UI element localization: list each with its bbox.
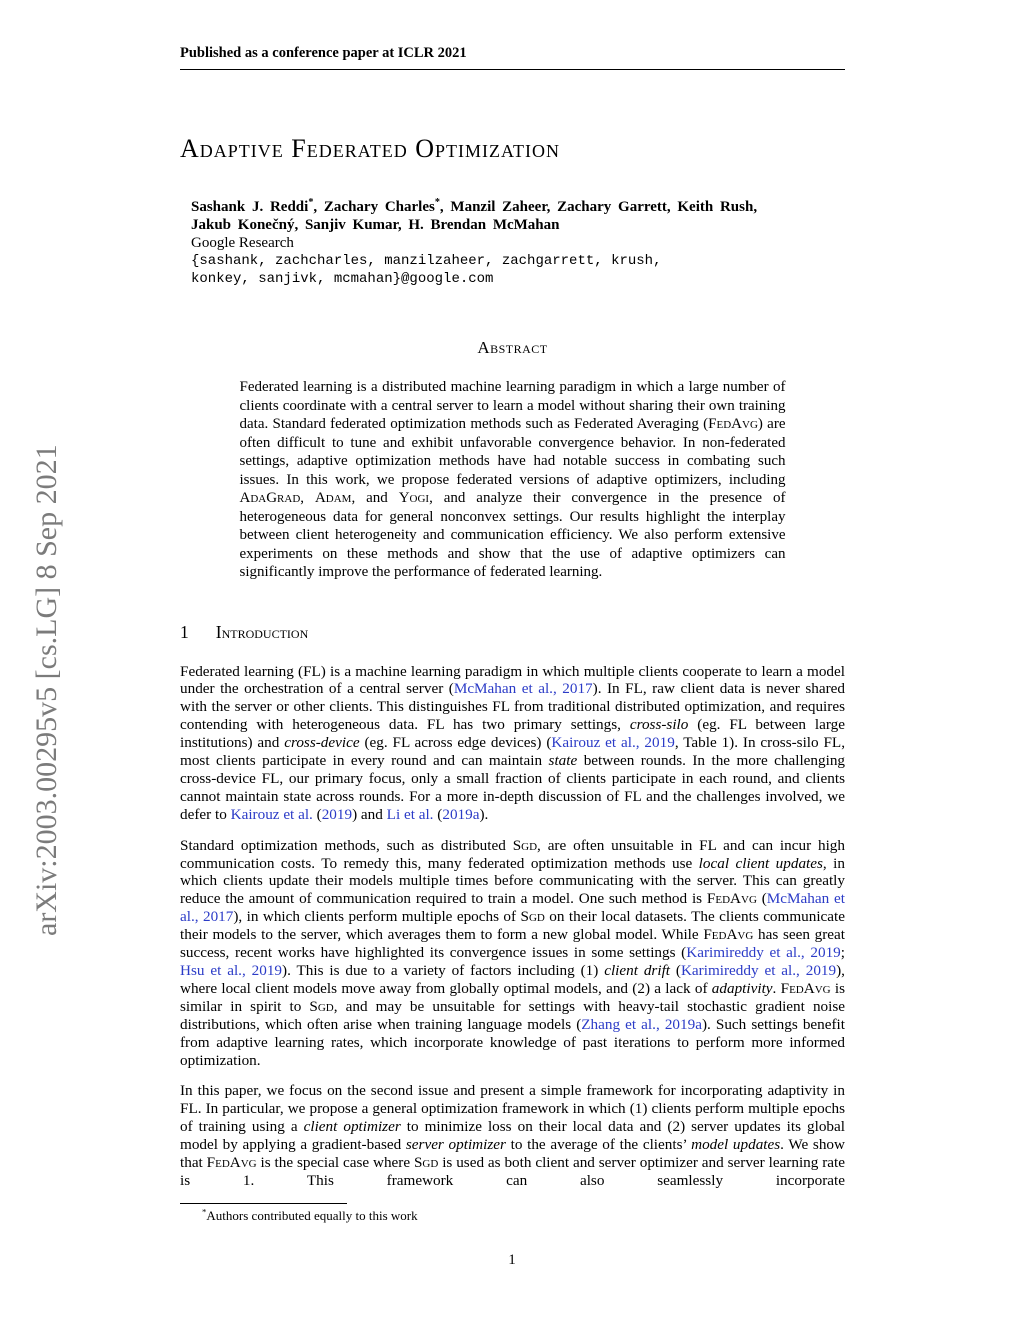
header-text: Published as a conference paper at ICLR 2021	[180, 45, 467, 61]
citation-link[interactable]: McMahan et al., 2017	[180, 890, 845, 926]
text-segment: is used as both client and server optimizer and server learning rate is 1. This framework can also seamlessly incorporate	[180, 1154, 845, 1189]
text-segment: Sgd	[520, 908, 545, 926]
text-segment: Sgd	[413, 1154, 439, 1172]
text-segment: Jakub Konečný, Sanjiv Kumar, H. Brendan McMahan	[191, 217, 560, 233]
text-segment: FedAvg	[780, 979, 831, 997]
text-segment: Yogi	[398, 490, 430, 506]
text-segment: ), where local client models move away from globally optimal models, and (2) a lack of	[180, 962, 845, 997]
arxiv-watermark: arXiv:2003.00295v5 [cs.LG] 8 Sep 2021	[30, 444, 63, 936]
text-segment: Federated learning (FL) is a machine learning paradigm in which multiple clients cooperate to learn a model under the orchestration of a central server (	[180, 662, 845, 698]
text-segment: cross-device	[284, 734, 360, 752]
text-segment: FedAvg	[708, 416, 758, 432]
citation-link[interactable]: 2019	[321, 805, 353, 823]
author-line-2	[191, 216, 845, 234]
text-segment: . We show that	[180, 1136, 845, 1172]
citation-link[interactable]: Karimireddy et al., 2019	[680, 962, 837, 979]
citation-link[interactable]: Hsu et al., 2019	[180, 962, 283, 979]
text-segment: Sgd	[309, 997, 334, 1015]
text-segment: adaptivity	[711, 979, 773, 997]
text-segment: , and	[351, 490, 399, 506]
text-segment: to minimize loss on their local data and (2) server updates its global model by applying a gradient-based	[180, 1118, 845, 1154]
intro-paragraph-1	[180, 663, 845, 824]
affiliation: Google Research	[191, 235, 294, 251]
text-segment: (eg. FL between large institutions) and	[180, 716, 845, 752]
section-title: Introduction	[215, 621, 309, 642]
text-segment: has seen great success, recent works have highlighted its convergence issues in some settings (	[180, 926, 845, 962]
text-segment: FedAvg	[706, 890, 757, 908]
text-segment: model updates	[691, 1136, 781, 1154]
text-segment: is similar in spirit to	[180, 979, 845, 1015]
text-segment: .	[772, 979, 781, 997]
text-segment: (	[670, 962, 681, 979]
text-segment: client optimizer	[303, 1118, 401, 1136]
citation-link[interactable]: Zhang et al., 2019a	[581, 1015, 702, 1033]
text-segment: FedAvg	[206, 1154, 257, 1172]
citation-link[interactable]: Karimireddy et al., 2019	[686, 944, 841, 962]
text-segment: ;	[840, 944, 845, 962]
text-segment: , Zachary Charles	[313, 199, 435, 215]
text-segment: FedAvg	[703, 926, 754, 944]
paper-title: Adaptive Federated Optimization	[180, 134, 560, 163]
text-segment: , and analyze their convergence in the presence of heterogeneous data for general nonconvex settings. Our results highlight the interplay between client heterogeneity and communication efficiency. We also perform extensive experiments on these methods and show that the use of adaptive optimizers can significantly improve the performance of federated learning.	[239, 490, 786, 580]
footnote-text	[180, 1208, 845, 1224]
citation-link[interactable]: Kairouz et al.	[230, 805, 313, 823]
paper-content	[180, 0, 845, 1224]
text-segment: *	[434, 197, 440, 208]
author-emails-line-2: konkey, sanjivk, mcmahan}@google.com	[191, 271, 494, 287]
text-segment: , Manzil Zaheer, Zachary Garrett, Keith Rush,	[439, 199, 758, 215]
author-line-1	[191, 198, 845, 216]
text-segment: Sgd	[512, 836, 538, 854]
author-block	[191, 198, 845, 288]
footnote	[180, 1203, 845, 1224]
intro-paragraph-2	[180, 837, 845, 1070]
text-segment: ,	[300, 490, 315, 506]
text-segment: , Table 1). In cross-silo FL, most clients participate in every round and can maintain	[180, 734, 846, 770]
text-segment: local client updates	[698, 854, 823, 872]
citation-link[interactable]: Li et al.	[386, 805, 434, 823]
text-segment: ). In FL, raw client data is never shared with the server or other clients. This distinguishes FL from traditional distributed optimization, and requires contending with heterogeneous data. FL has two primary settings,	[180, 680, 845, 734]
footnote-rule	[180, 1203, 347, 1204]
text-segment: , are often unsuitable in FL and can incur high communication costs. To remedy this, many federated optimization methods use	[180, 836, 845, 872]
author-emails-line-1: {sashank, zachcharles, manzilzaheer, zachgarrett, krush,	[191, 253, 662, 269]
page-header	[180, 0, 845, 70]
text-segment: Authors contributed equally to this work	[206, 1207, 418, 1223]
text-segment: is the special case where	[256, 1154, 414, 1172]
text-segment: Sashank J. Reddi	[191, 199, 309, 215]
intro-paragraph-3	[180, 1082, 845, 1189]
text-segment: ).	[479, 805, 489, 823]
text-segment: (eg. FL across edge devices) (	[359, 734, 552, 752]
text-segment: server optimizer	[405, 1136, 506, 1154]
text-segment: , in which clients update their models multiple times before communicating with the server. This can greatly reduce the amount of communication required to train a model. One such method is	[180, 854, 845, 908]
citation-link[interactable]: 2019a	[442, 805, 480, 823]
page-number: 1	[508, 1252, 516, 1268]
text-segment: client drift	[604, 962, 671, 979]
abstract-text	[240, 378, 786, 582]
section-number: 1	[180, 621, 189, 642]
text-segment: cross-silo	[629, 716, 689, 734]
text-segment: (	[433, 805, 443, 823]
text-segment: state	[548, 752, 578, 770]
citation-link[interactable]: McMahan et al., 2017	[453, 680, 593, 698]
text-segment: ) are often difficult to tune and exhibit unfavorable convergence behavior. In non-federated settings, adaptive optimization methods have had notable success in combating such issues. In this work, we propose federated versions of adaptive optimizers, including	[239, 416, 786, 488]
text-segment: *	[202, 1206, 207, 1217]
citation-link[interactable]: Kairouz et al., 2019	[551, 734, 675, 752]
text-segment: on their local datasets. The clients communicate their models to the server, which averages them to form a new global model. While	[180, 908, 845, 944]
text-segment: ). Such settings benefit from adaptive learning rates, which incorporate knowledge of past iterations to perform more informed optimization.	[180, 1015, 845, 1069]
text-segment: (	[312, 805, 322, 823]
text-segment: Federated learning is a distributed machine learning paradigm in which a large number of clients coordinate with a central server to learn a model without sharing their own training data. Standard federated optimization methods such as Federated Averaging (	[239, 379, 786, 432]
text-segment: AdaGrad	[239, 490, 301, 506]
text-segment: to the average of the clients’	[505, 1136, 692, 1154]
text-segment: *	[308, 197, 314, 208]
text-segment: ), in which clients perform multiple epochs of	[233, 908, 521, 926]
section-1-heading	[180, 622, 845, 643]
text-segment: , and may be unsuitable for settings with heavy-tail stochastic gradient noise distributions, which often arise when training language models (	[180, 997, 845, 1033]
abstract-heading: Abstract	[477, 338, 548, 357]
text-segment: between rounds. In the more challenging cross-device FL, our primary focus, only a small fraction of clients participate in each round, and clients cannot maintain state across rounds. For a more in-depth discussion of FL and the challenges involved, we defer to	[180, 752, 846, 823]
text-segment: Adam	[314, 490, 352, 506]
text-segment: Standard optimization methods, such as distributed	[180, 836, 513, 854]
text-segment: In this paper, we focus on the second issue and present a simple framework for incorporating adaptivity in FL. In particular, we propose a general optimization framework in which (1) clients perform multiple epochs of training using a	[180, 1082, 845, 1136]
text-segment: ) and	[352, 805, 387, 823]
text-segment: ). This is due to a variety of factors including (1)	[282, 962, 605, 979]
text-segment: (	[756, 890, 767, 908]
